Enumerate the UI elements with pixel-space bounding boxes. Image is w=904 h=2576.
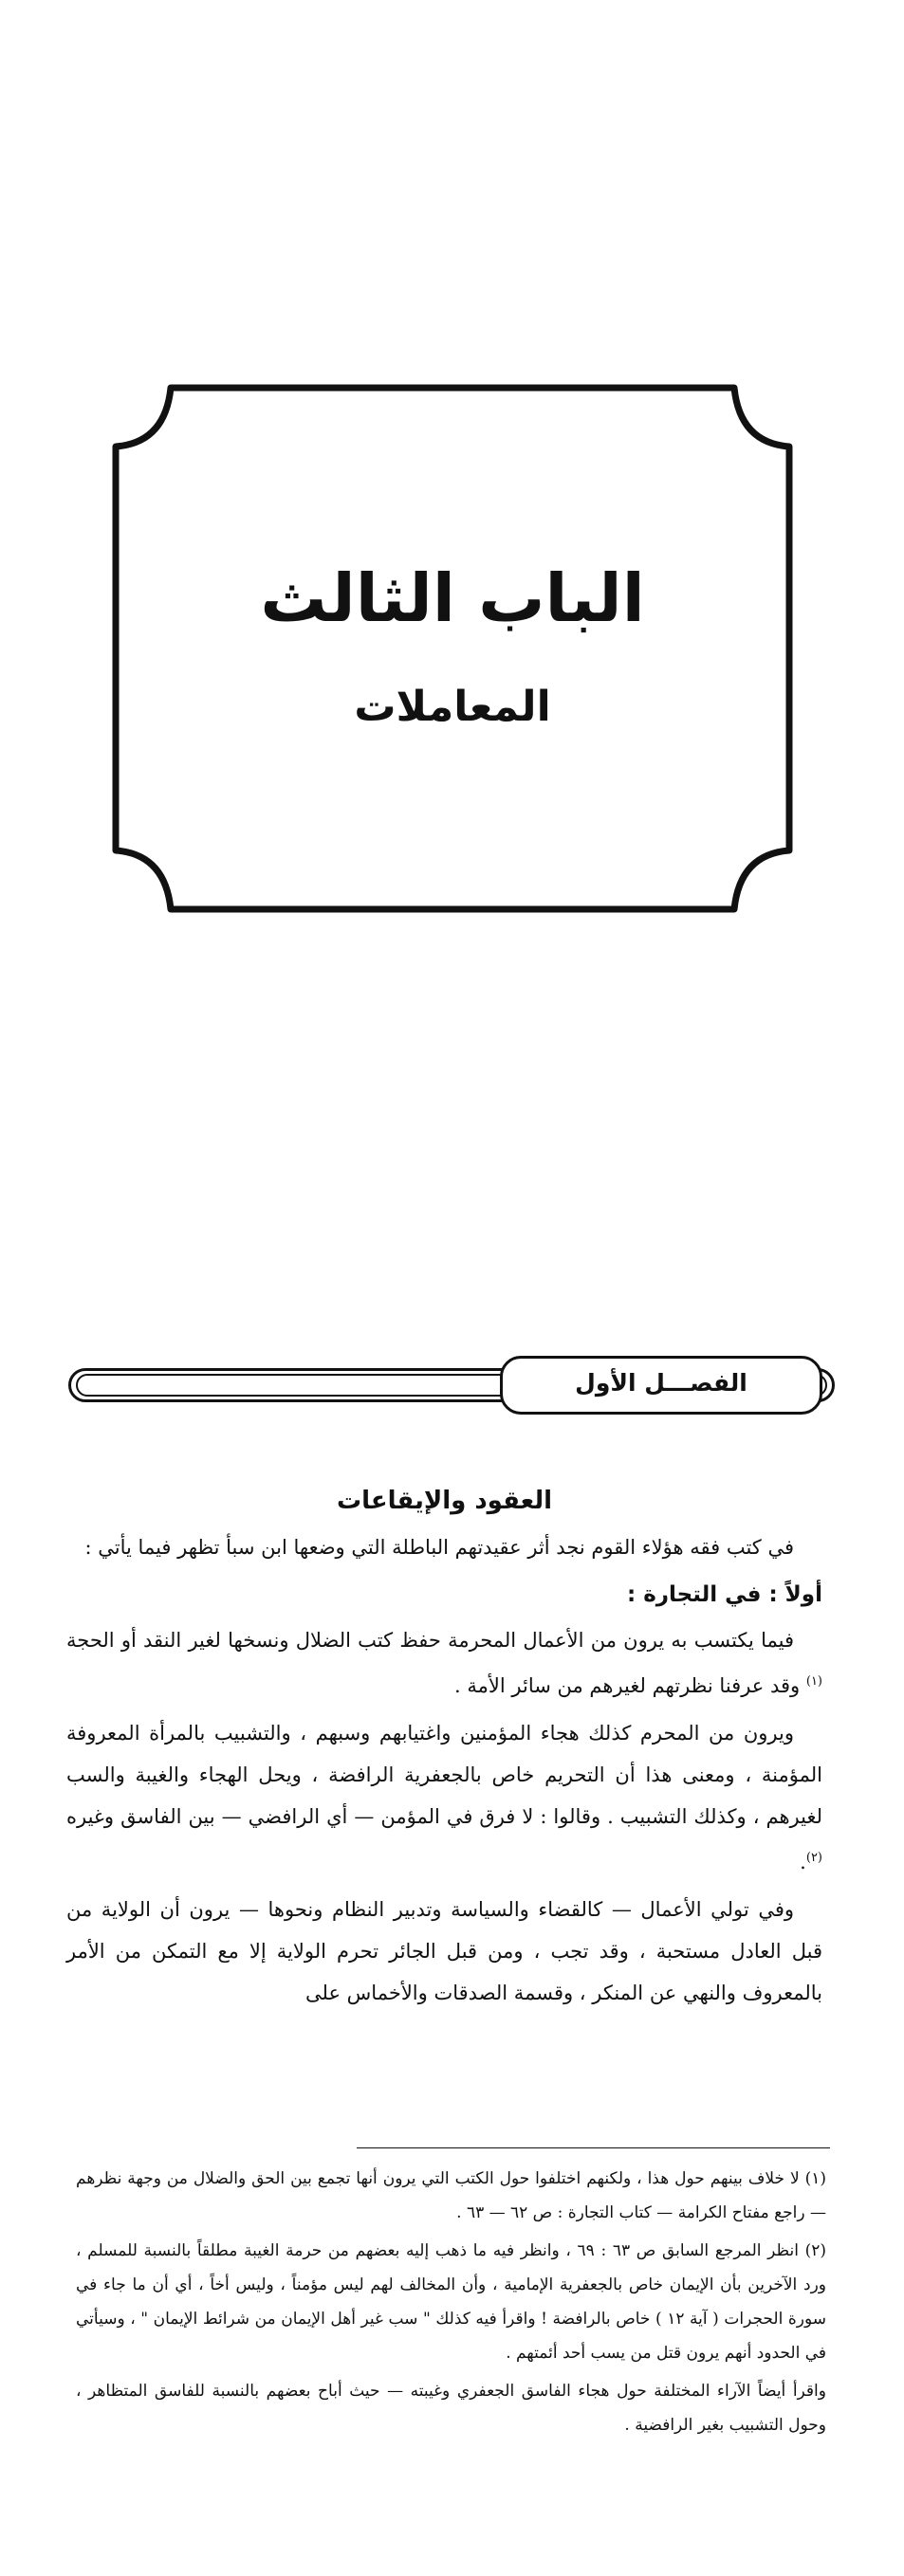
paragraph-3	[66, 1712, 822, 1883]
footnotes	[76, 2162, 826, 2446]
paragraph-4: وفي تولي الأعمال — كالقضاء والسياسة وتدبير النظام ونحوها — يرون أن الولاية من قبل العادل مستحبة ، وقد تجب ، ومن قبل الجائر تحرم الولاية إلا مع التمكن من الأمر بالمعروف والنهي عن المنكر ، وقسمة الصدقات والأخماس على	[66, 1898, 822, 2004]
body-content	[66, 1487, 822, 2019]
part-subtitle: المعاملات	[354, 683, 551, 731]
footnote-separator	[357, 2147, 830, 2148]
paragraph-3-text-b: .	[800, 1851, 806, 1873]
paragraph-3-text-a: ويرون من المحرم كذلك هجاء المؤمنين واغتيابهم وسبهم ، والتشبيب بالمرأة المعروفة المؤمنة ، ومعنى هذا أن التحريم خاص بالجعفرية الرافضة ، ويحل الهجاء والغيبة والسب لغيرهم ، وكذلك التشبيب . وقالوا : لا فرق في المؤمن — أي الرافضي — بين الفاسق وغيره	[66, 1722, 822, 1828]
ornamental-frame-border	[112, 384, 793, 913]
footnote-3: واقرأ أيضاً الآراء المختلفة حول هجاء الفاسق الجعفري وغيبته — حيث أباح بعضهم بالنسبة للفاسق المتظاهر ، وحول التشبيب بغير الرافضية .	[76, 2382, 826, 2435]
footnote-1: (١) لا خلاف بينهم حول هذا ، ولكنهم اختلفوا حول الكتب التي يرون أنها تجمع بين الحق والضلال من وجهة نظرهم — راجع مفتاح الكرامة — كتاب التجارة : ص ٦٢ — ٦٣ .	[76, 2169, 826, 2222]
chapter-label: الفصـــل الأول	[575, 1369, 747, 1397]
part-title-frame	[112, 384, 793, 913]
footnote-2: (٢) انظر المرجع السابق ص ٦٣ : ٦٩ ، وانظر فيه ما ذهب إليه بعضهم من حرمة الغيبة مطلقاً بالنسبة للمسلم ، ورد الآخرين بأن الإيمان خاص بالجعفرية الإمامية ، وأن المخالف لهم ليس مؤمناً ، وليس أخاً ، أي أن ما جاء في سورة الحجرات ( آية ١٢ ) خاص بالرافضة ! واقرأ فيه كذلك " سب غير أهل الإيمان من شرائط الإيمان " ، وسيأتي في الحدود أنهم يرون قتل من يسب أحد أئمتهم .	[76, 2241, 826, 2363]
footnote-ref-1: (١)	[805, 1674, 822, 1689]
part-title: الباب الثالث	[260, 559, 645, 637]
paragraph-2-text-b: وقد عرفنا نظرتهم لغيرهم من سائر الأمة .	[454, 1674, 806, 1697]
paragraph-1: في كتب فقه هؤلاء القوم نجد أثر عقيدتهم الباطلة التي وضعها ابن سبأ تظهر فيما يأتي :	[84, 1536, 794, 1559]
chapter-bar	[68, 1356, 835, 1413]
subheading-trade: أولاً : في التجارة :	[626, 1582, 822, 1607]
section-heading: العقود والإيقاعات	[336, 1487, 553, 1515]
paragraph-2-text-a: فيما يكتسب به يرون من الأعمال المحرمة حفظ كتب الضلال ونسخها لغير النقد أو الحجة	[66, 1629, 794, 1652]
paragraph-2	[66, 1619, 822, 1707]
chapter-tab	[500, 1356, 822, 1415]
footnote-ref-2: (٢)	[805, 1851, 822, 1865]
